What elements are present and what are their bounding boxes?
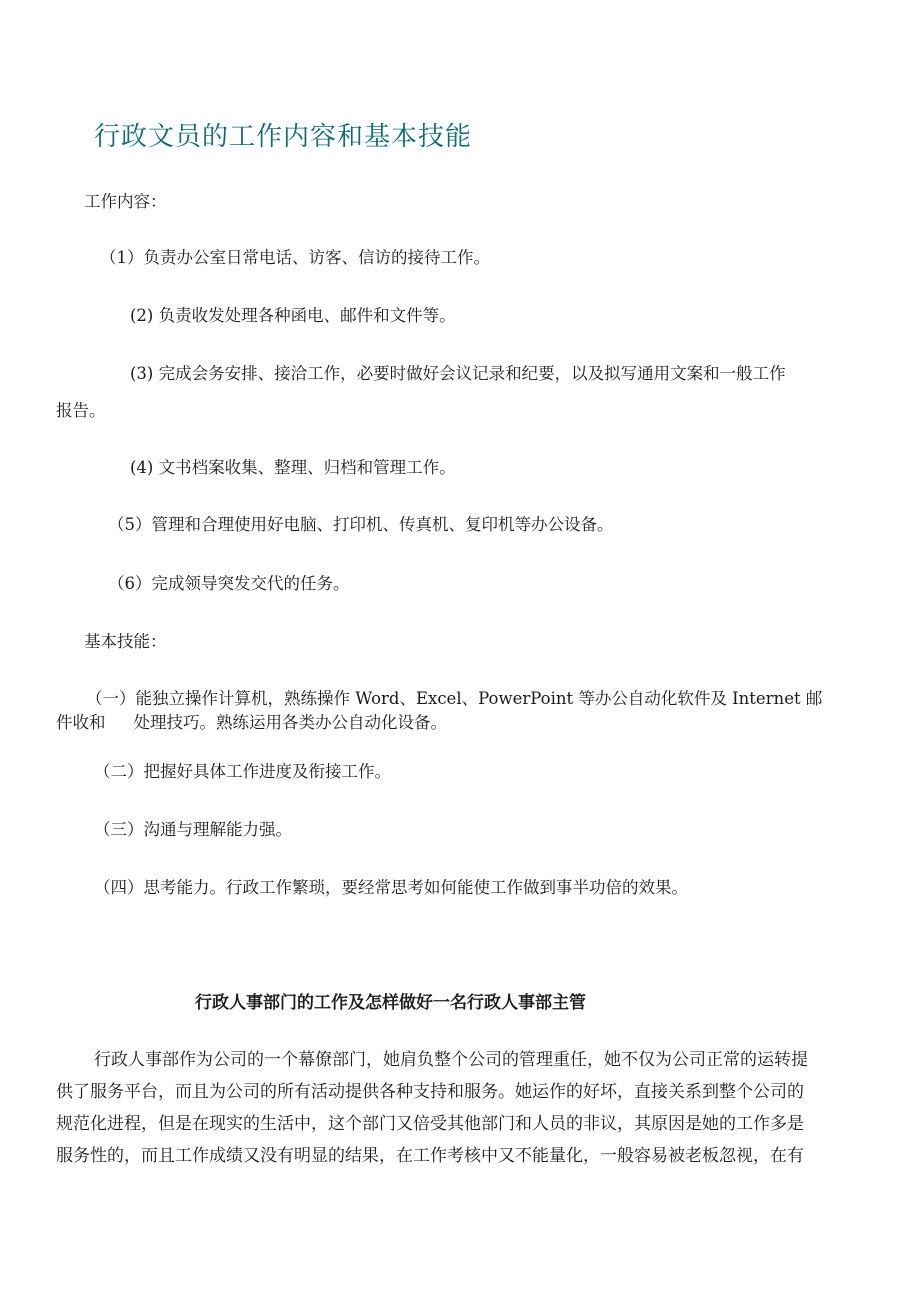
work-item-2: (2) 负责收发处理各种函电、邮件和文件等。 xyxy=(130,306,456,325)
body-line-3: 规范化进程，但是在现实的生活中，这个部门又倍受其他部门和人员的非议，其原因是她的工作多是 xyxy=(56,1114,804,1134)
skill-item-1 xyxy=(56,687,868,735)
body-line-1: 行政人事部作为公司的一个幕僚部门，她肩负整个公司的管理重任，她不仅为公司正常的运转提 xyxy=(94,1050,808,1070)
skill-item-1-line-2-start: 件收和 xyxy=(56,713,106,732)
work-item-1: （1）负责办公室日常电话、访客、信访的接待工作。 xyxy=(100,248,490,267)
skill-item-2: （二）把握好具体工作进度及衔接工作。 xyxy=(94,762,391,781)
work-item-3-continued: 报告。 xyxy=(56,401,106,420)
skill-item-1-line-2-end: 处理技巧。熟练运用各类办公自动化设备。 xyxy=(133,713,447,732)
skill-item-3: （三）沟通与理解能力强。 xyxy=(94,820,292,839)
page-title: 行政文员的工作内容和基本技能 xyxy=(94,122,473,152)
work-item-5: （5）管理和合理使用好电脑、打印机、传真机、复印机等办公设备。 xyxy=(108,515,614,534)
section-title: 行政人事部门的工作及怎样做好一名行政人事部主管 xyxy=(195,993,586,1013)
skill-item-4: （四）思考能力。行政工作繁琐，要经常思考如何能使工作做到事半功倍的效果。 xyxy=(94,878,688,897)
skill-item-1-line-2 xyxy=(56,711,868,735)
work-content-heading: 工作内容： xyxy=(84,192,167,211)
body-line-2: 供了服务平台，而且为公司的所有活动提供各种支持和服务。她运作的好坏，直接关系到整个公司的 xyxy=(56,1082,804,1102)
work-item-3: (3) 完成会务安排、接洽工作，必要时做好会议记录和纪要，以及拟写通用文案和一般工作 xyxy=(130,364,786,383)
work-item-6: （6）完成领导突发交代的任务。 xyxy=(108,574,350,593)
work-item-4: (4) 文书档案收集、整理、归档和管理工作。 xyxy=(130,458,456,477)
section-body-paragraph xyxy=(56,1044,868,1172)
basic-skills-heading: 基本技能： xyxy=(84,632,167,651)
skill-item-1-line-1: （一）能独立操作计算机，熟练操作 Word、Excel、PowerPoint 等办公自动化软件及 Internet 邮 xyxy=(86,689,823,708)
body-line-4: 服务性的，而且工作成绩又没有明显的结果，在工作考核中又不能量化，一般容易被老板忽视，在有 xyxy=(56,1146,804,1166)
